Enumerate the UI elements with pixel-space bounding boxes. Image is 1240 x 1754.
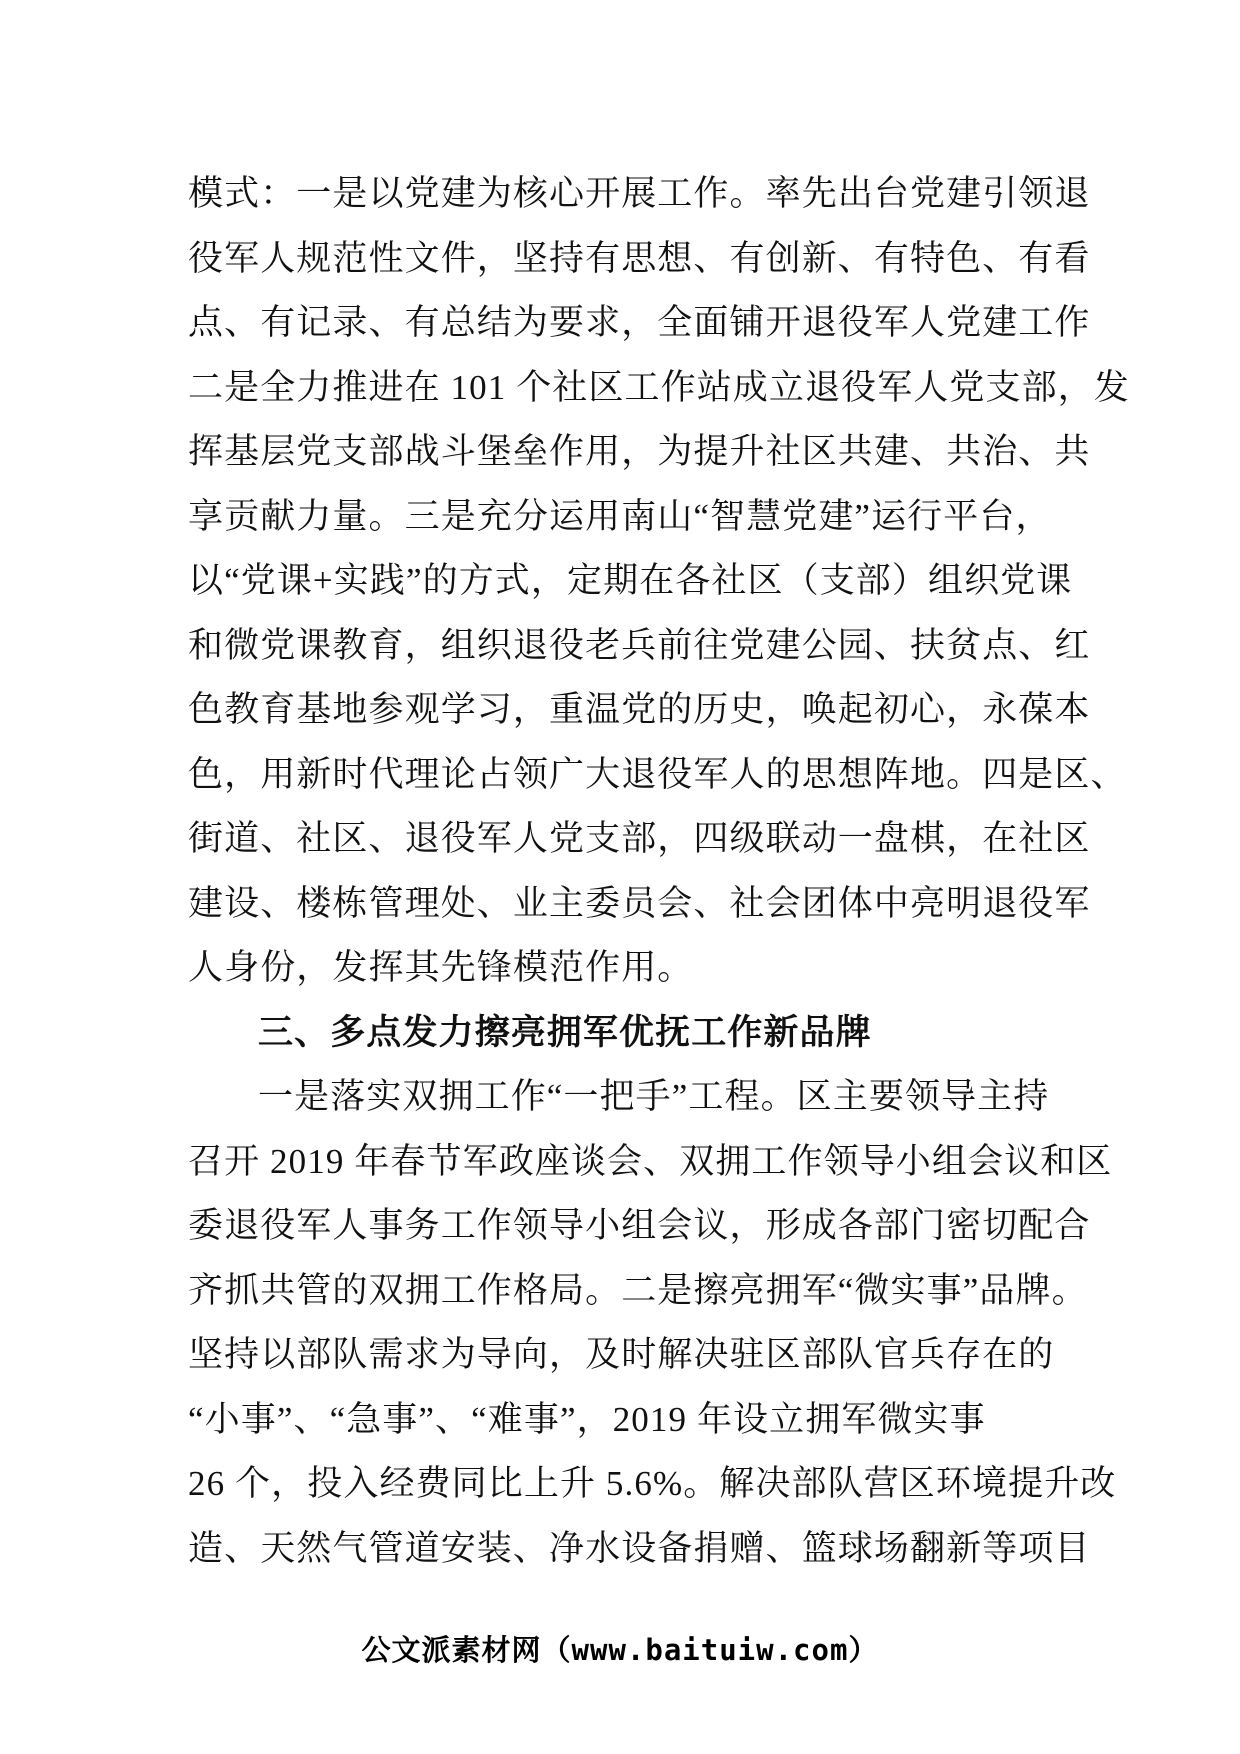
text-line: 造、天然气管道安装、净水设备捐赠、篮球场翻新等项目	[188, 1528, 1091, 1568]
text-line: 模式：一是以党建为核心开展工作。率先出台党建引领退	[188, 174, 1091, 213]
text-line: 点、有记录、有总结为要求，全面铺开退役军人党建工作	[188, 303, 1091, 342]
text-line: 26 个，投入经费同比上升 5.6%。解决部队营区环境提升改	[188, 1464, 1117, 1503]
text-line: 人身份，发挥其先锋模范作用。	[188, 948, 694, 987]
paragraph-first-line: 一是落实双拥工作“一把手”工程。区主要领导主持	[258, 1077, 1050, 1116]
text-line: 召开 2019 年春节军政座谈会、双拥工作领导小组会议和区	[188, 1141, 1113, 1181]
text-line: 齐抓共管的双拥工作格局。二是擦亮拥军“微实事”品牌。	[188, 1270, 1088, 1310]
text-line: 街道、社区、退役军人党支部，四级联动一盘棋，在社区	[188, 819, 1091, 858]
text-line: 坚持以部队需求为导向，及时解决驻区部队官兵存在的	[188, 1335, 1055, 1374]
text-line: 色教育基地参观学习，重温党的历史，唤起初心，永葆本	[188, 690, 1091, 729]
text-line: 挥基层党支部战斗堡垒作用，为提升社区共建、共治、共	[188, 432, 1091, 471]
footer-watermark: 公文派素材网（www.baituiw.com）	[361, 1633, 879, 1667]
text-line: 建设、楼栋管理处、业主委员会、社会团体中亮明退役军	[188, 883, 1091, 923]
text-line: 和微党课教育，组织退役老兵前往党建公园、扶贫点、红	[188, 625, 1091, 665]
text-line: “小事”、“急事”、“难事”，2019 年设立拥军微实事	[188, 1399, 986, 1439]
text-line: 役军人规范性文件，坚持有思想、有创新、有特色、有看	[188, 238, 1091, 278]
text-line: 色，用新时代理论占领广大退役军人的思想阵地。四是区、	[188, 754, 1127, 794]
text-line: 委退役军人事务工作领导小组会议，形成各部门密切配合	[188, 1206, 1091, 1245]
text-line: 享贡献力量。三是充分运用南山“智慧党建”运行平台，	[188, 496, 1052, 536]
section-heading: 三、多点发力擦亮拥军优抚工作新品牌	[258, 1012, 872, 1052]
text-line: 以“党课+实践”的方式，定期在各社区（支部）组织党课	[188, 561, 1073, 600]
document-body	[188, 162, 1130, 1581]
text-line: 二是全力推进在 101 个社区工作站成立退役军人党支部，发	[188, 367, 1130, 407]
